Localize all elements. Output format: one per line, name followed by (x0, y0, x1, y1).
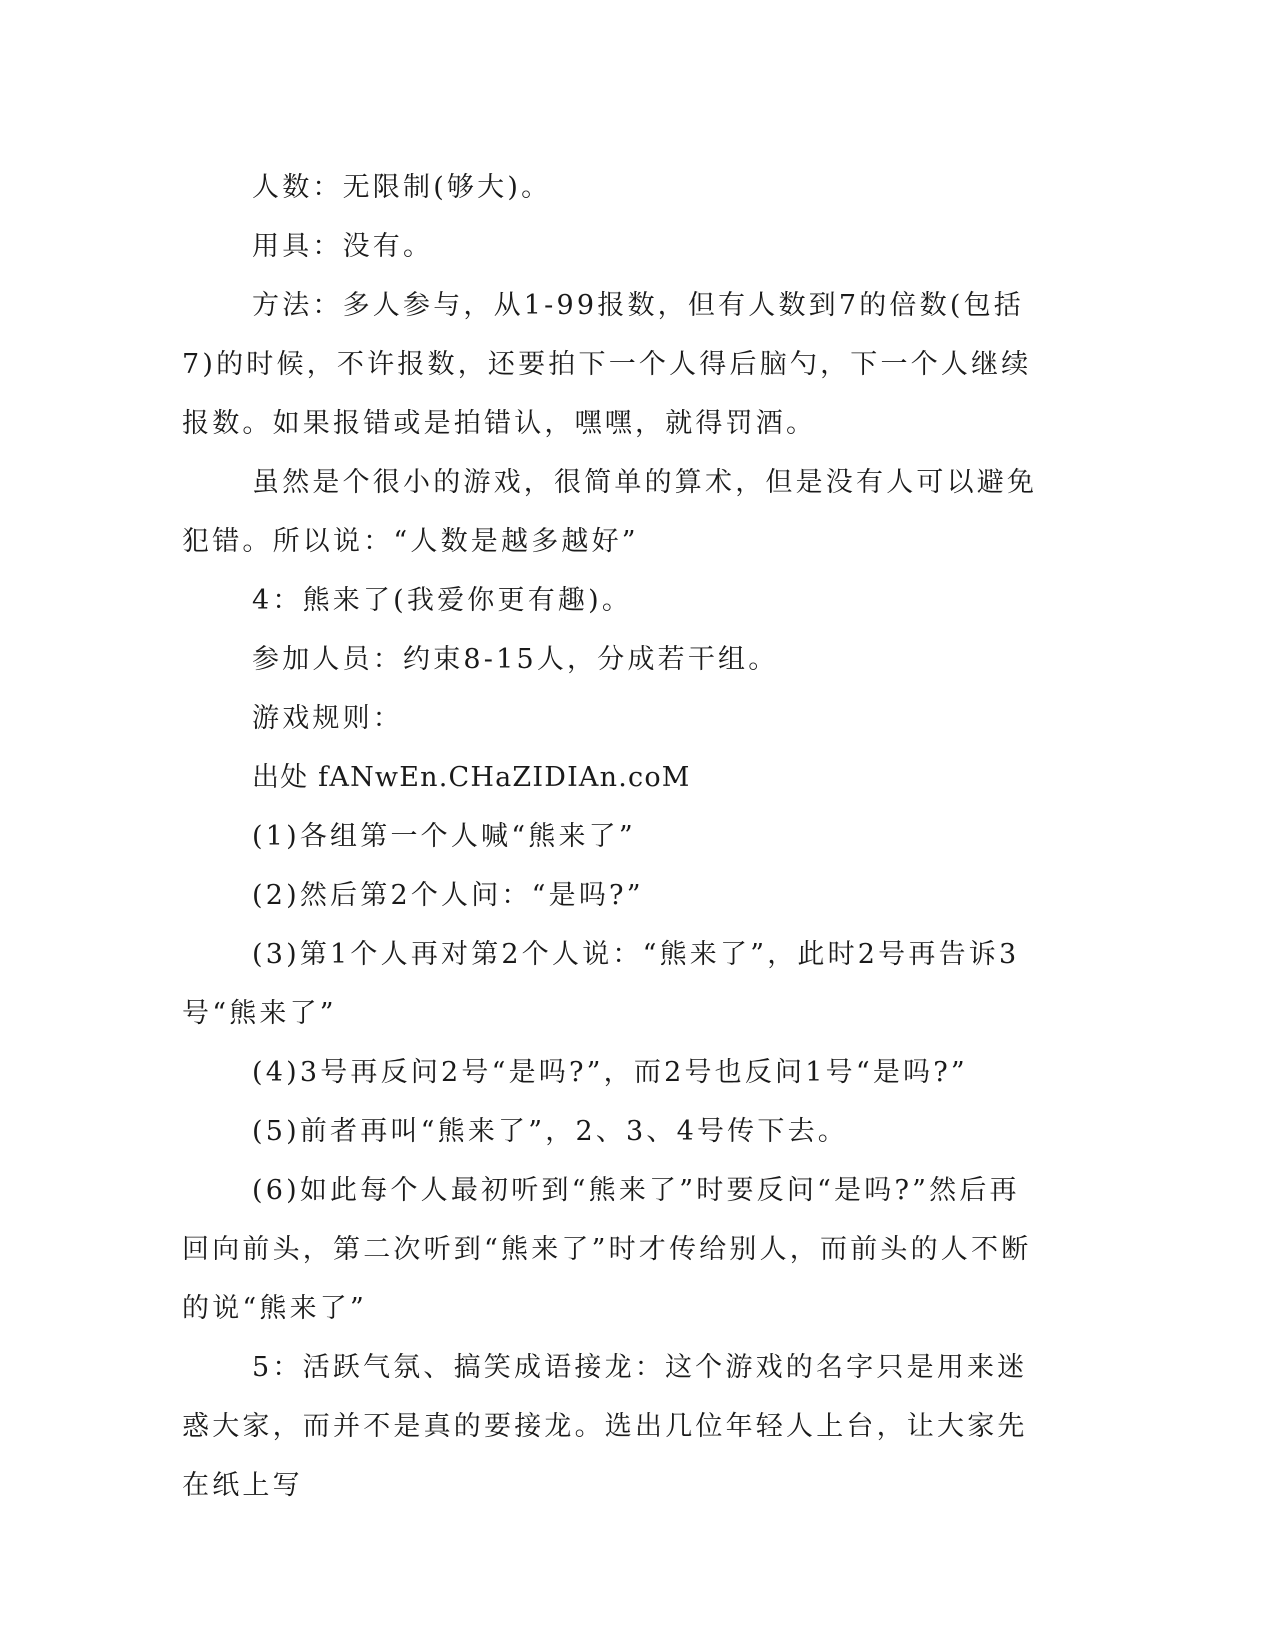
paragraph-source: 出处 fANwEn.CHaZIDIAn.coM (252, 762, 691, 793)
paragraph-participants: 参加人员：约束8-15人，分成若干组。 (252, 644, 779, 675)
document-body (182, 158, 1042, 1515)
rule-step-6: (6)如此每个人最初听到“熊来了”时要反问“是吗?”然后再回向前头，第二次听到“熊来了”时才传给别人，而前头的人不断的说“熊来了” (182, 1175, 1032, 1324)
section-heading-bear-game: 4：熊来了(我爱你更有趣)。 (252, 585, 633, 616)
rule-step-5: (5)前者再叫“熊来了”，2、3、4号传下去。 (252, 1116, 848, 1147)
rule-step-1: (1)各组第一个人喊“熊来了” (252, 821, 636, 852)
paragraph-equipment: 用具：没有。 (252, 231, 434, 262)
paragraph-rules-label: 游戏规则： (252, 703, 403, 734)
rule-step-4: (4)3号再反问2号“是吗?”，而2号也反问1号“是吗?” (252, 1057, 968, 1088)
rule-step-2: (2)然后第2个人问：“是吗?” (252, 880, 644, 911)
paragraph-method: 方法：多人参与，从1-99报数，但有人数到7的倍数(包括7)的时候，不许报数，还要拍下一个人得后脑勺，下一个人继续报数。如果报错或是拍错认，嘿嘿，就得罚酒。 (182, 290, 1032, 439)
paragraph-comment: 虽然是个很小的游戏，很简单的算术，但是没有人可以避免犯错。所以说：“人数是越多越好” (182, 467, 1038, 557)
section-heading-idiom-game: 5：活跃气氛、搞笑成语接龙：这个游戏的名字只是用来迷惑大家，而并不是真的要接龙。选出几位年轻人上台，让大家先在纸上写 (182, 1352, 1028, 1501)
rule-step-3: (3)第1个人再对第2个人说：“熊来了”，此时2号再告诉3号“熊来了” (182, 939, 1020, 1029)
paragraph-headcount: 人数：无限制(够大)。 (252, 172, 552, 203)
